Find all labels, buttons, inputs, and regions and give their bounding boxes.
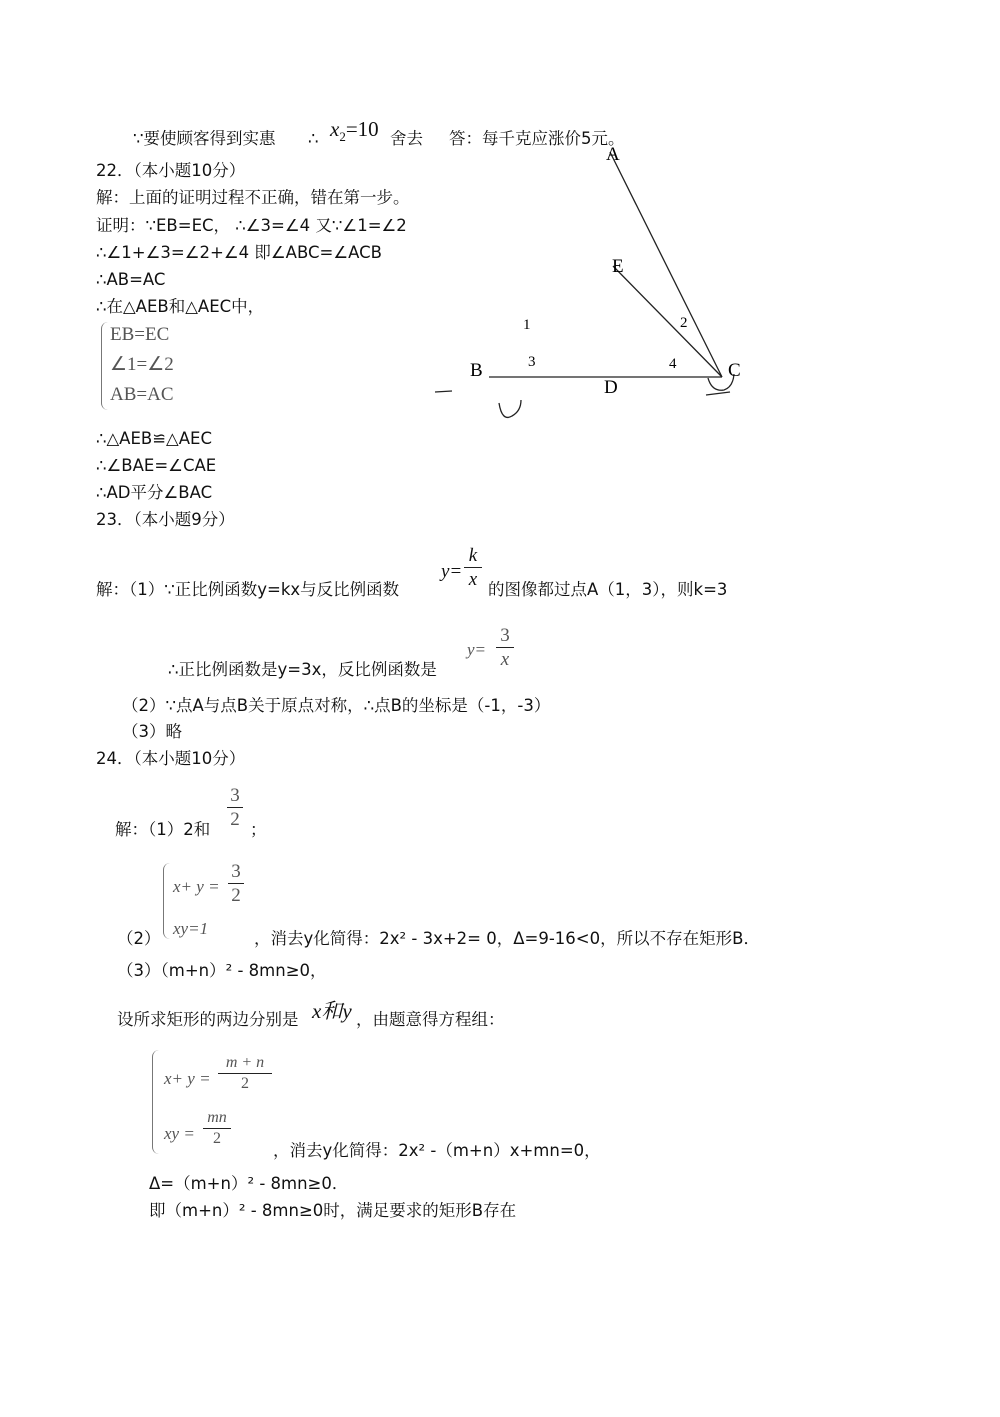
angle-label-2: 2 [680, 315, 688, 331]
q24-sysB-eq1-lhs: x+ y = [164, 1069, 211, 1088]
q22-line4: ∴AB=AC [96, 270, 166, 289]
fraction-denominator: 2 [231, 885, 241, 906]
q23-part1-pre: 解：（1）∵正比例函数y=kx与反比例函数 [96, 580, 400, 599]
label-c: C [728, 360, 741, 381]
q24-delta: Δ=（m+n）² - 8mn≥0． [149, 1174, 349, 1193]
label-e: E [612, 256, 624, 277]
line-ec [613, 266, 722, 377]
q23-part3: （3）略 [122, 722, 182, 741]
fraction-numerator: m + n [225, 1054, 265, 1071]
system-brace [152, 1050, 159, 1154]
q22-line3: ∴∠1+∠3=∠2+∠4 即∠ABC=∠ACB [96, 243, 382, 262]
geometry-figure [420, 130, 760, 430]
q24-setup-pre: 设所求矩形的两边分别是 [117, 1010, 299, 1029]
q24-heading: 24．（本小题10分） [96, 749, 246, 768]
label-d: D [604, 377, 618, 398]
therefore-symbol: ∴ [308, 129, 319, 148]
q24-simplify: ，消去y化简得：2x² -（m+n）x+mn=0， [273, 1141, 601, 1160]
q22-line8: ∴AD平分∠BAC [96, 483, 213, 502]
angle-label-1: 1 [523, 317, 531, 333]
q23-fraction2-lhs: y= [467, 640, 487, 659]
fraction-numerator: 3 [231, 861, 241, 882]
q24-sysB-fraction1 [218, 1055, 272, 1092]
q24-setup-post: ，由题意得方程组： [356, 1010, 505, 1029]
q24-sysB-fraction2 [203, 1110, 231, 1147]
q22-line2: 证明：∵EB=EC， ∴∠3=∠4 又∵∠1=∠2 [96, 216, 407, 235]
system-eq3: AB=AC [110, 384, 174, 405]
q22-line1: 解：上面的证明过程不正确，错在第一步。 [96, 188, 410, 207]
q24-sysA-eq2: xy=1 [173, 919, 209, 938]
line-ac [610, 152, 722, 377]
arc-mark-b [499, 400, 521, 417]
q22-line7: ∴∠BAE=∠CAE [96, 456, 217, 475]
system-brace [163, 863, 170, 939]
q24-setup-vars: x和y [312, 999, 352, 1023]
q24-sysA-fraction [228, 862, 244, 905]
label-a: A [606, 144, 620, 165]
fraction-denominator: 2 [230, 809, 240, 830]
q21-answer: 答：每千克应涨价5元。 [449, 129, 625, 148]
q24-sysA-eq1-lhs: x+ y = [173, 877, 220, 896]
q24-part1-pre: 解：（1）2和 [115, 820, 211, 839]
fraction-denominator: 2 [241, 1075, 249, 1092]
x2-equation: $x_2=10$ [330, 117, 379, 145]
q23-heading: 23．（本小题9分） [96, 510, 235, 529]
q24-sysB-eq2-lhs: xy = [164, 1124, 195, 1143]
fraction-numerator: mn [207, 1109, 227, 1126]
system-brace [101, 322, 108, 410]
q24-fraction1 [227, 786, 243, 829]
angle-label-3: 3 [528, 354, 536, 370]
q23-fraction2 [496, 626, 514, 669]
q24-part3: （3）（m+n）² - 8mn≥0， [117, 961, 327, 980]
label-b: B [470, 360, 483, 381]
system-eq1: EB=EC [110, 324, 170, 345]
fraction-denominator: x [468, 569, 478, 590]
q23-part1-post: 的图像都过点A（1，3），则k=3 [488, 580, 728, 599]
q24-conclusion: 即（m+n）² - 8mn≥0时，满足要求的矩形B存在 [149, 1201, 517, 1220]
q21-reason: ∵要使顾客得到实惠 [133, 129, 276, 148]
q24-part1-post: ； [250, 820, 267, 839]
q22-heading: 22．（本小题10分） [96, 161, 246, 180]
q23-fraction1 [464, 546, 482, 589]
stray-mark [435, 391, 452, 392]
arc-tick-c [706, 392, 730, 395]
fraction-numerator: 3 [500, 625, 510, 646]
system-eq2: ∠1=∠2 [110, 354, 174, 375]
q23-part2: （2）∵点A与点B关于原点对称，∴点B的坐标是（-1，-3） [122, 696, 551, 715]
fraction-numerator: 3 [230, 785, 240, 806]
angle-label-4: 4 [669, 356, 677, 372]
q23-part1b: ∴正比例函数是y=3x，反比例函数是 [168, 660, 437, 679]
q22-line5: ∴在△AEB和△AEC中， [96, 297, 265, 316]
fraction-numerator: k [468, 545, 478, 566]
q22-line6: ∴△AEB≌△AEC [96, 429, 212, 448]
q24-part2-post: ，消去y化简得：2x² - 3x+2= 0，Δ=9-16<0，所以不存在矩形B． [254, 929, 760, 948]
q21-discard: 舍去 [390, 129, 423, 148]
q23-fraction1-lhs: y= [441, 561, 463, 582]
fraction-denominator: 2 [213, 1130, 221, 1147]
fraction-denominator: x [500, 649, 510, 670]
q24-part2-pre: （2） [117, 929, 161, 948]
